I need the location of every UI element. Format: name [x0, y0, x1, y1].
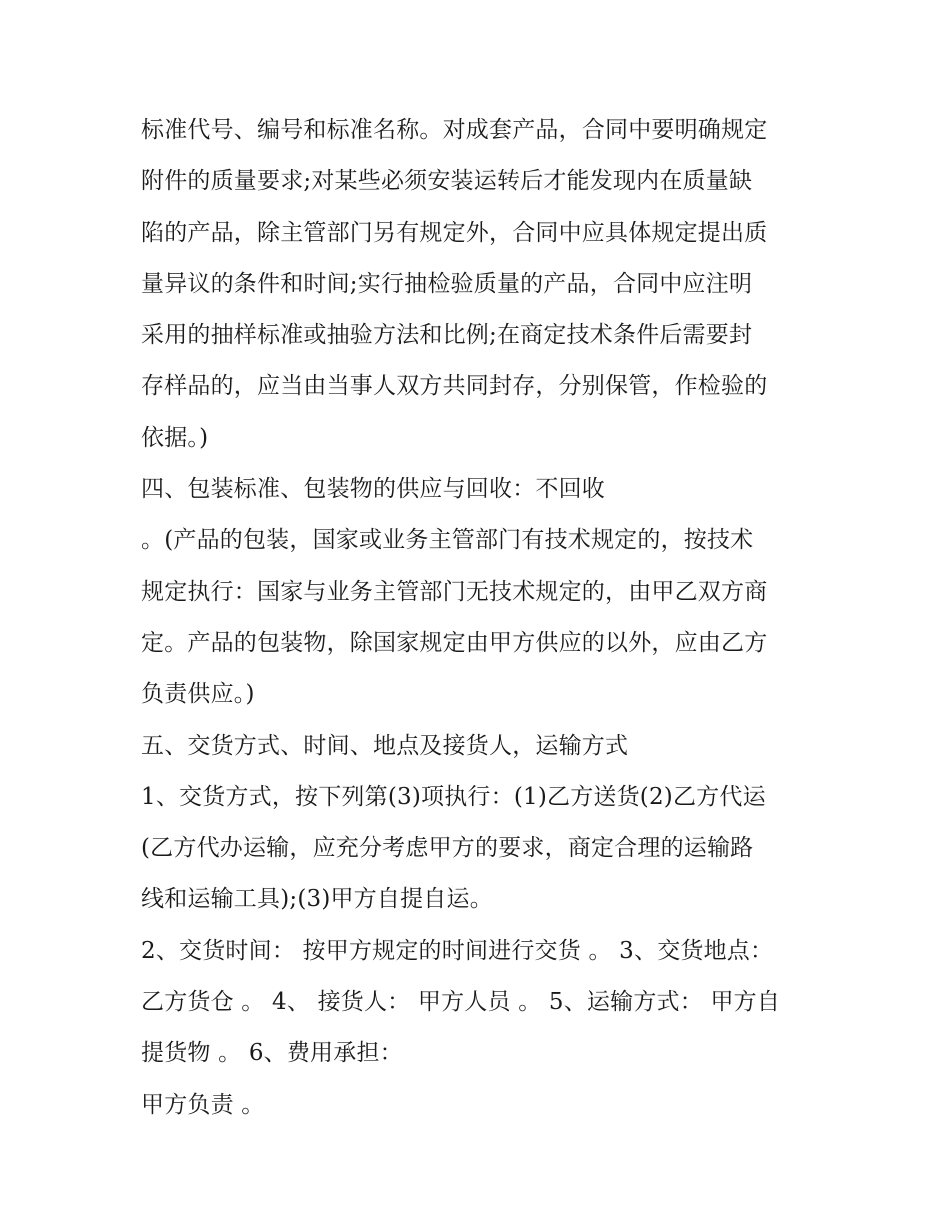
text-line: (乙方代办运输，应充分考虑甲方的要求，商定合理的运输路: [141, 835, 754, 862]
text-line: 提货物 。 6、费用承担：: [141, 1040, 403, 1067]
text-line: 。(产品的包装，国家或业务主管部门有技术规定的，按技术: [141, 527, 754, 554]
text-line: 负责供应。): [141, 681, 255, 708]
text-line: 2、交货时间： 按甲方规定的时间进行交货 。 3、交货地点：: [141, 937, 774, 964]
section-heading-delivery: 五、交货方式、时间、地点及接货人，运输方式: [141, 732, 629, 759]
text-line: 1、交货方式，按下列第(3)项执行：(1)乙方送货(2)乙方代运: [141, 783, 766, 810]
document-page: [141, 105, 821, 1131]
text-line: 附件的质量要求;对某些必须安装运转后才能发现内在质量缺: [141, 168, 753, 195]
text-line: 甲方负责 。: [141, 1091, 265, 1118]
text-line: 线和运输工具);(3)甲方自提自运。: [141, 886, 493, 913]
text-line: 量异议的条件和时间;实行抽检验质量的产品，合同中应注明: [141, 270, 753, 297]
text-line: 依据。): [141, 424, 209, 451]
text-line: 定。产品的包装物，除国家规定由甲方供应的以外，应由乙方: [141, 629, 768, 656]
section-heading-packaging: 四、包装标准、包装物的供应与回收：不回收: [141, 476, 605, 503]
text-line: 存样品的，应当由当事人双方共同封存，分别保管，作检验的: [141, 373, 768, 400]
text-line: 规定执行：国家与业务主管部门无技术规定的，由甲乙双方商: [141, 578, 768, 605]
text-line: 陷的产品，除主管部门另有规定外，合同中应具体规定提出质: [141, 219, 768, 246]
text-line: 采用的抽样标准或抽验方法和比例;在商定技术条件后需要封: [141, 322, 753, 349]
text-line: 乙方货仓 。 4、 接货人： 甲方人员 。 5、运输方式： 甲方自: [141, 989, 781, 1016]
text-line: 标准代号、编号和标准名称。对成套产品，合同中要明确规定: [141, 117, 768, 143]
